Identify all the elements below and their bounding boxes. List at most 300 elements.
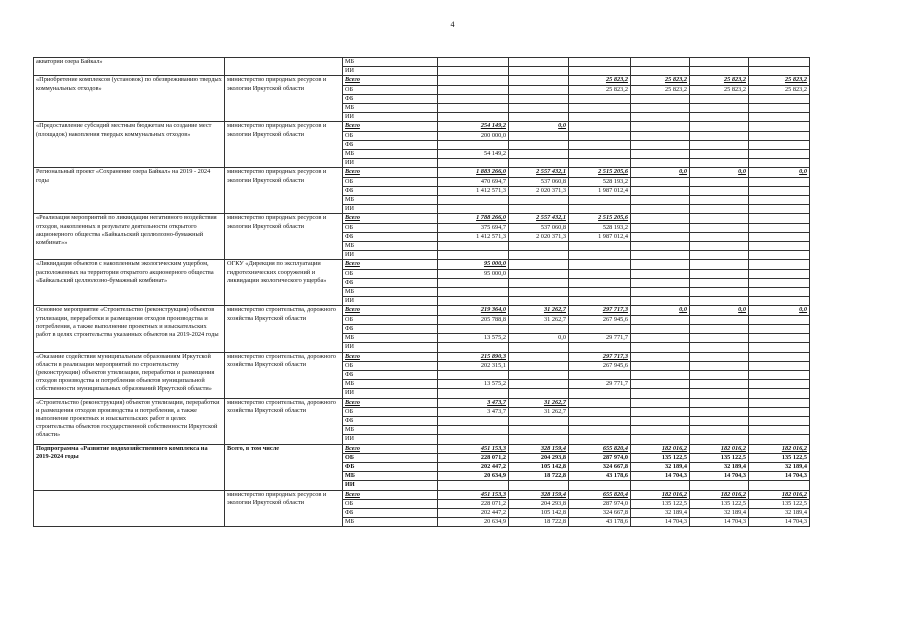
amount-cell: 228 071,2 <box>438 453 509 462</box>
amount-cell <box>749 251 810 260</box>
amount-cell: 32 189,4 <box>749 508 810 517</box>
funding-source-cell: Всего <box>343 168 438 177</box>
funding-source-cell: ОБ <box>343 131 438 140</box>
amount-cell: 1 412 571,3 <box>438 186 509 195</box>
amount-cell: 267 945,6 <box>569 361 631 370</box>
amount-cell: 135 122,5 <box>749 453 810 462</box>
amount-cell <box>690 205 749 214</box>
amount-cell <box>569 131 631 140</box>
responsible-executor-cell <box>225 58 343 76</box>
amount-cell <box>438 159 509 168</box>
funding-source-cell: МБ <box>343 196 438 205</box>
amount-cell <box>690 352 749 361</box>
amount-cell <box>569 205 631 214</box>
amount-cell <box>569 113 631 122</box>
amount-cell: 182 016,2 <box>631 444 690 453</box>
amount-cell <box>749 315 810 324</box>
amount-cell <box>690 58 749 67</box>
amount-cell <box>631 435 690 444</box>
amount-cell <box>509 205 569 214</box>
amount-cell: 537 060,8 <box>509 177 569 186</box>
amount-cell <box>631 251 690 260</box>
amount-cell <box>690 251 749 260</box>
amount-cell: 328 159,4 <box>509 490 569 499</box>
amount-cell <box>569 407 631 416</box>
amount-cell: 32 189,4 <box>690 508 749 517</box>
amount-cell <box>438 481 509 490</box>
amount-cell <box>690 242 749 251</box>
amount-cell <box>631 177 690 186</box>
amount-cell <box>631 269 690 278</box>
amount-cell <box>631 232 690 241</box>
amount-cell: 182 016,2 <box>690 444 749 453</box>
amount-cell <box>749 278 810 287</box>
amount-cell <box>509 361 569 370</box>
amount-cell <box>690 315 749 324</box>
amount-cell <box>631 104 690 113</box>
amount-cell <box>569 370 631 379</box>
amount-cell <box>631 370 690 379</box>
amount-cell: 287 974,0 <box>569 499 631 508</box>
amount-cell <box>569 104 631 113</box>
amount-cell <box>749 58 810 67</box>
responsible-executor-cell: министерство природных ресурсов и экологии Иркутской области <box>225 490 343 527</box>
amount-cell: 267 945,6 <box>569 315 631 324</box>
amount-cell <box>438 76 509 85</box>
funding-source-cell: ОБ <box>343 269 438 278</box>
amount-cell <box>569 196 631 205</box>
amount-cell <box>569 426 631 435</box>
amount-cell <box>438 435 509 444</box>
amount-cell: 655 820,4 <box>569 444 631 453</box>
amount-cell <box>749 214 810 223</box>
amount-cell <box>749 352 810 361</box>
amount-cell: 105 142,8 <box>509 508 569 517</box>
amount-cell <box>509 343 569 352</box>
amount-cell <box>631 352 690 361</box>
amount-cell <box>631 113 690 122</box>
amount-cell: 25 823,2 <box>749 85 810 94</box>
amount-cell: 2 557 432,1 <box>509 214 569 223</box>
amount-cell <box>690 343 749 352</box>
amount-cell <box>438 324 509 333</box>
amount-cell <box>509 150 569 159</box>
amount-cell <box>509 76 569 85</box>
activity-name-cell: «Ликвидация объектов с накопленным экологическим ущербом, расположенных на территории открытого акционерного общества «Байкальский целлюлозно-бумажный комбинат» <box>34 260 225 306</box>
amount-cell <box>749 150 810 159</box>
amount-cell <box>438 67 509 76</box>
amount-cell <box>509 242 569 251</box>
amount-cell <box>509 140 569 149</box>
amount-cell <box>631 196 690 205</box>
amount-cell <box>749 122 810 131</box>
amount-cell: 202 447,2 <box>438 462 509 471</box>
responsible-executor-cell: министерство природных ресурсов и экологии Иркутской области <box>225 168 343 214</box>
amount-cell: 528 193,2 <box>569 177 631 186</box>
funding-source-cell: МБ <box>343 58 438 67</box>
funding-source-cell: ФБ <box>343 324 438 333</box>
amount-cell <box>631 278 690 287</box>
amount-cell <box>631 122 690 131</box>
table-row <box>34 122 810 131</box>
funding-source-cell: ИИ <box>343 205 438 214</box>
amount-cell: 14 704,3 <box>690 472 749 481</box>
activity-name-cell: «Реализация мероприятий по ликвидации негативного воздействия отходов, накопленных в результате деятельности открытого акционерного общества «Байкальский целлюлозно-бумажный комбинат»» <box>34 214 225 260</box>
amount-cell <box>690 370 749 379</box>
amount-cell <box>690 94 749 103</box>
amount-cell <box>690 260 749 269</box>
amount-cell <box>509 196 569 205</box>
amount-cell <box>569 343 631 352</box>
amount-cell: 328 159,4 <box>509 444 569 453</box>
table-row <box>34 58 810 67</box>
responsible-executor-cell: министерство природных ресурсов и экологии Иркутской области <box>225 76 343 122</box>
amount-cell <box>690 426 749 435</box>
amount-cell: 14 704,3 <box>690 518 749 527</box>
amount-cell <box>438 297 509 306</box>
amount-cell <box>569 269 631 278</box>
amount-cell: 43 178,6 <box>569 472 631 481</box>
funding-source-cell: ФБ <box>343 462 438 471</box>
amount-cell <box>690 214 749 223</box>
amount-cell <box>438 251 509 260</box>
amount-cell <box>509 380 569 389</box>
funding-source-cell: МБ <box>343 472 438 481</box>
amount-cell <box>631 150 690 159</box>
responsible-executor-cell: министерство строительства, дорожного хозяйства Иркутской области <box>225 398 343 444</box>
amount-cell <box>438 288 509 297</box>
amount-cell <box>569 288 631 297</box>
amount-cell: 204 293,8 <box>509 499 569 508</box>
amount-cell <box>749 196 810 205</box>
funding-source-cell: ФБ <box>343 232 438 241</box>
amount-cell <box>749 398 810 407</box>
activity-name-cell: акватории озера Байкал» <box>34 58 225 76</box>
amount-cell: 182 016,2 <box>749 490 810 499</box>
amount-cell: 297 717,3 <box>569 352 631 361</box>
amount-cell <box>438 196 509 205</box>
amount-cell <box>509 67 569 76</box>
amount-cell <box>569 58 631 67</box>
funding-source-cell: МБ <box>343 426 438 435</box>
funding-source-cell: ИИ <box>343 435 438 444</box>
amount-cell: 14 704,3 <box>749 518 810 527</box>
amount-cell <box>438 242 509 251</box>
funding-source-cell: ИИ <box>343 481 438 490</box>
responsible-executor-cell: министерство строительства, дорожного хозяйства Иркутской области <box>225 306 343 352</box>
amount-cell: 1 883 266,0 <box>438 168 509 177</box>
amount-cell <box>690 334 749 343</box>
amount-cell: 25 823,2 <box>631 85 690 94</box>
amount-cell <box>569 324 631 333</box>
amount-cell <box>690 196 749 205</box>
amount-cell: 18 722,8 <box>509 518 569 527</box>
funding-source-cell: ОБ <box>343 361 438 370</box>
amount-cell: 14 704,3 <box>749 472 810 481</box>
amount-cell: 204 293,8 <box>509 453 569 462</box>
amount-cell: 31 262,7 <box>509 306 569 315</box>
amount-cell <box>690 481 749 490</box>
amount-cell <box>749 361 810 370</box>
amount-cell <box>690 67 749 76</box>
funding-source-cell: ФБ <box>343 278 438 287</box>
amount-cell <box>690 122 749 131</box>
responsible-executor-cell: министерство строительства, дорожного хозяйства Иркутской области <box>225 352 343 398</box>
amount-cell <box>749 94 810 103</box>
amount-cell: 43 178,6 <box>569 518 631 527</box>
table-row <box>34 352 810 361</box>
amount-cell: 135 122,5 <box>631 499 690 508</box>
activity-name-cell: «Строительство (реконструкция) объектов утилизации, переработки и размещения отходов производства и потребления, а также выполнение проектных и изыскательских работ в целях строительства объектов государственной собственности Иркутской области» <box>34 398 225 444</box>
amount-cell: 25 823,2 <box>631 76 690 85</box>
amount-cell <box>631 131 690 140</box>
funding-source-cell: ФБ <box>343 94 438 103</box>
amount-cell <box>631 297 690 306</box>
amount-cell <box>631 398 690 407</box>
amount-cell <box>631 389 690 398</box>
amount-cell <box>690 232 749 241</box>
amount-cell <box>749 131 810 140</box>
amount-cell: 655 820,4 <box>569 490 631 499</box>
responsible-executor-cell: министерство природных ресурсов и экологии Иркутской области <box>225 122 343 168</box>
amount-cell <box>749 269 810 278</box>
amount-cell: 13 575,2 <box>438 380 509 389</box>
amount-cell <box>438 370 509 379</box>
amount-cell: 54 149,2 <box>438 150 509 159</box>
funding-source-cell: ФБ <box>343 508 438 517</box>
amount-cell <box>438 58 509 67</box>
funding-source-cell: МБ <box>343 150 438 159</box>
amount-cell: 0,0 <box>690 168 749 177</box>
amount-cell: 25 823,2 <box>749 76 810 85</box>
amount-cell <box>749 297 810 306</box>
amount-cell <box>631 94 690 103</box>
table-row <box>34 76 810 85</box>
amount-cell <box>631 481 690 490</box>
funding-source-cell: ИИ <box>343 113 438 122</box>
activity-name-cell: «Приобретение комплексов (установок) по обезвреживанию твердых коммунальных отходов» <box>34 76 225 122</box>
amount-cell <box>438 85 509 94</box>
amount-cell <box>509 288 569 297</box>
amount-cell <box>569 260 631 269</box>
amount-cell: 182 016,2 <box>631 490 690 499</box>
amount-cell: 200 000,0 <box>438 131 509 140</box>
amount-cell <box>631 260 690 269</box>
amount-cell <box>509 131 569 140</box>
amount-cell <box>569 150 631 159</box>
amount-cell <box>509 352 569 361</box>
amount-cell: 202 447,2 <box>438 508 509 517</box>
amount-cell: 105 142,8 <box>509 462 569 471</box>
table-row <box>34 490 810 499</box>
amount-cell: 2 557 432,1 <box>509 168 569 177</box>
amount-cell: 29 771,7 <box>569 334 631 343</box>
amount-cell <box>690 324 749 333</box>
amount-cell <box>631 426 690 435</box>
funding-source-cell: ОБ <box>343 407 438 416</box>
amount-cell <box>749 343 810 352</box>
amount-cell: 2 515 205,6 <box>569 168 631 177</box>
amount-cell: 31 262,7 <box>509 407 569 416</box>
amount-cell <box>569 398 631 407</box>
amount-cell <box>690 416 749 425</box>
amount-cell <box>438 104 509 113</box>
amount-cell: 0,0 <box>631 168 690 177</box>
amount-cell <box>749 426 810 435</box>
amount-cell <box>749 260 810 269</box>
amount-cell <box>690 131 749 140</box>
amount-cell <box>509 278 569 287</box>
amount-cell <box>569 297 631 306</box>
amount-cell <box>631 416 690 425</box>
amount-cell <box>749 324 810 333</box>
amount-cell <box>749 159 810 168</box>
amount-cell <box>749 370 810 379</box>
amount-cell <box>509 94 569 103</box>
amount-cell <box>749 205 810 214</box>
amount-cell: 32 189,4 <box>631 508 690 517</box>
amount-cell <box>690 177 749 186</box>
amount-cell <box>631 58 690 67</box>
amount-cell: 219 364,0 <box>438 306 509 315</box>
amount-cell <box>690 380 749 389</box>
amount-cell: 182 016,2 <box>749 444 810 453</box>
amount-cell <box>690 278 749 287</box>
amount-cell <box>749 186 810 195</box>
amount-cell <box>749 288 810 297</box>
amount-cell: 287 974,0 <box>569 453 631 462</box>
amount-cell <box>509 389 569 398</box>
amount-cell <box>509 426 569 435</box>
amount-cell <box>509 297 569 306</box>
funding-source-cell: ИИ <box>343 251 438 260</box>
amount-cell <box>631 407 690 416</box>
amount-cell: 470 694,7 <box>438 177 509 186</box>
funding-source-cell: МБ <box>343 334 438 343</box>
amount-cell <box>569 122 631 131</box>
amount-cell <box>690 150 749 159</box>
amount-cell <box>438 416 509 425</box>
amount-cell <box>631 223 690 232</box>
funding-source-cell: ОБ <box>343 85 438 94</box>
amount-cell <box>509 260 569 269</box>
responsible-executor-cell: Всего, в том числе <box>225 444 343 490</box>
amount-cell: 25 823,2 <box>569 76 631 85</box>
activity-name-cell: Региональный проект «Сохранение озера Байкал» на 2019 - 2024 годы <box>34 168 225 214</box>
funding-source-cell: Всего <box>343 122 438 131</box>
funding-source-cell: ФБ <box>343 140 438 149</box>
amount-cell <box>509 435 569 444</box>
amount-cell <box>631 361 690 370</box>
amount-cell <box>631 288 690 297</box>
funding-source-cell: ИИ <box>343 67 438 76</box>
amount-cell <box>569 251 631 260</box>
funding-source-cell: ОБ <box>343 453 438 462</box>
funding-source-cell: Всего <box>343 352 438 361</box>
amount-cell <box>631 242 690 251</box>
amount-cell <box>749 416 810 425</box>
amount-cell <box>631 205 690 214</box>
amount-cell <box>749 380 810 389</box>
amount-cell: 1 412 571,3 <box>438 232 509 241</box>
amount-cell: 95 000,0 <box>438 260 509 269</box>
amount-cell: 1 987 012,4 <box>569 186 631 195</box>
amount-cell: 297 717,3 <box>569 306 631 315</box>
table-row <box>34 168 810 177</box>
amount-cell <box>631 140 690 149</box>
funding-source-cell: ИИ <box>343 389 438 398</box>
funding-source-cell: ОБ <box>343 499 438 508</box>
amount-cell: 182 016,2 <box>690 490 749 499</box>
amount-cell: 1 788 266,0 <box>438 214 509 223</box>
amount-cell <box>690 269 749 278</box>
activity-name-cell: Основное мероприятие «Строительство (реконструкция) объектов утилизации, переработки и размещения отходов производства и потребления, а также выполнение проектных и изыскательских работ в целях строительства указанных объектов на 2019-2024 годы <box>34 306 225 352</box>
amount-cell: 32 189,4 <box>631 462 690 471</box>
amount-cell <box>569 159 631 168</box>
amount-cell: 254 149,2 <box>438 122 509 131</box>
funding-source-cell: ФБ <box>343 186 438 195</box>
table-row <box>34 398 810 407</box>
funding-source-cell: ИИ <box>343 297 438 306</box>
amount-cell: 324 667,8 <box>569 462 631 471</box>
funding-source-cell: ФБ <box>343 370 438 379</box>
amount-cell <box>509 251 569 260</box>
amount-cell <box>569 481 631 490</box>
amount-cell: 135 122,5 <box>631 453 690 462</box>
amount-cell <box>749 177 810 186</box>
amount-cell <box>509 481 569 490</box>
amount-cell <box>631 324 690 333</box>
amount-cell: 135 122,5 <box>749 499 810 508</box>
activity-name-cell: «Предоставление субсидий местным бюджетам на создание мест (площадок) накопления твердых коммунальных отходов» <box>34 122 225 168</box>
amount-cell <box>569 140 631 149</box>
amount-cell: 14 704,3 <box>631 472 690 481</box>
amount-cell: 2 020 371,3 <box>509 232 569 241</box>
activity-name-cell: Подпрограмма «Развитие водохозяйственного комплекса на 2019-2024 годы <box>34 444 225 490</box>
amount-cell <box>438 389 509 398</box>
amount-cell: 3 473,7 <box>438 398 509 407</box>
program-funding-table <box>33 57 810 527</box>
funding-source-cell: МБ <box>343 518 438 527</box>
amount-cell <box>509 104 569 113</box>
amount-cell: 451 153,3 <box>438 490 509 499</box>
amount-cell <box>438 205 509 214</box>
amount-cell <box>749 242 810 251</box>
amount-cell <box>690 435 749 444</box>
responsible-executor-cell: ОГКУ «Дирекция по эксплуатации гидротехнических сооружений и ликвидации экологического ущерба» <box>225 260 343 306</box>
funding-source-cell: Всего <box>343 490 438 499</box>
amount-cell <box>569 94 631 103</box>
amount-cell: 20 634,9 <box>438 472 509 481</box>
amount-cell <box>690 159 749 168</box>
activity-name-cell: «Оказание содействия муниципальным образованиям Иркутской области в реализации мероприятий по строительству (реконструкции) объектов утилизации, переработки и размещения отходов производства и потребления объектов муниципальной собственности муниципальных образований Иркутской области» <box>34 352 225 398</box>
amount-cell: 31 262,7 <box>509 398 569 407</box>
table-row <box>34 444 810 453</box>
amount-cell <box>438 94 509 103</box>
funding-source-cell: ИИ <box>343 159 438 168</box>
amount-cell: 2 515 205,6 <box>569 214 631 223</box>
amount-cell <box>690 398 749 407</box>
amount-cell <box>690 223 749 232</box>
amount-cell: 0,0 <box>749 306 810 315</box>
amount-cell <box>749 140 810 149</box>
amount-cell <box>509 159 569 168</box>
funding-source-cell: Всего <box>343 398 438 407</box>
page-number: 4 <box>450 20 455 29</box>
amount-cell: 32 189,4 <box>749 462 810 471</box>
amount-cell <box>438 278 509 287</box>
amount-cell: 375 694,7 <box>438 223 509 232</box>
